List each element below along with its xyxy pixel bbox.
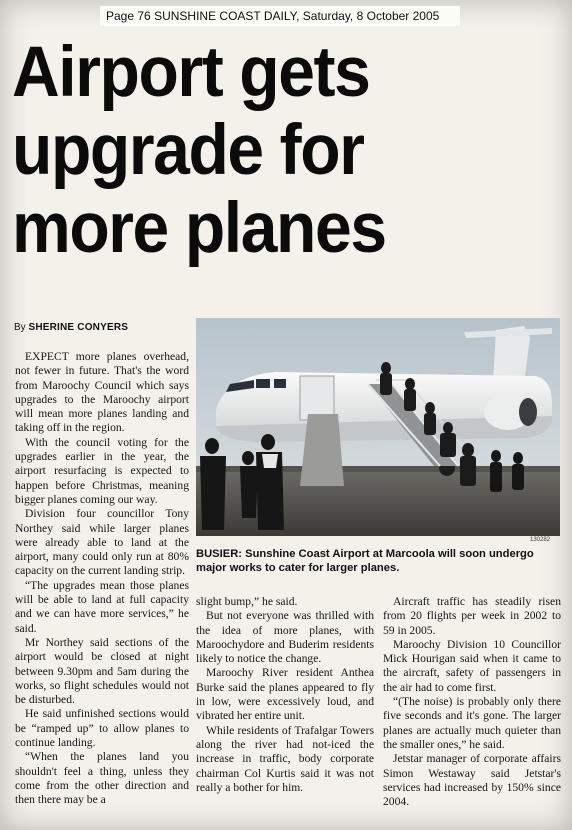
issue-date: Saturday, 8 October 2005 xyxy=(302,9,440,23)
paragraph: Aircraft traffic has steadily risen from 20 flights per week in 2002 to 59 in 2005. xyxy=(383,595,561,637)
newspaper-name: SUNSHINE COAST DAILY, xyxy=(154,9,300,23)
paragraph: “(The noise) is probably only there five seconds and it's gone. The larger planes are actually much quieter than the smaller ones,” he said. xyxy=(383,695,561,751)
paragraph: Mr Northey said sections of the airport would be closed at night between 9.30pm and 5am during the works, so flight schedules would not be disturbed. xyxy=(15,635,189,707)
paragraph: slight bump,” he said. xyxy=(196,595,298,608)
byline xyxy=(14,322,128,333)
paragraph: With the council voting for the upgrades earlier in the year, the airport resurfacing is expected to happen before Christmas, meaning bigger planes coming our way. xyxy=(15,435,189,506)
paragraph: EXPECT more planes overhead, not fewer in future. That's the word from Maroochy Council which says upgrades to the Maroochy airport will mean more planes landing and taking off in the region. xyxy=(15,350,189,435)
paragraph: Division four councillor Tony Northey said while larger planes were already able to land at the airport, many could only run at 80% capacity on the current landing strip. xyxy=(15,507,189,578)
headline-line: Airport gets xyxy=(12,33,370,112)
photo-credit: 130282 xyxy=(530,537,551,543)
article-column-3 xyxy=(383,595,561,809)
article-column-1 xyxy=(15,350,189,808)
airport-photo-image xyxy=(196,318,560,536)
paragraph: But not everyone was thrilled with the idea of more planes, with Maroochydore and Buderim residents likely to notice the change. xyxy=(196,609,374,666)
headline-line: more planes xyxy=(12,189,386,268)
headline-line: upgrade for xyxy=(12,111,364,190)
byline-prefix: By xyxy=(14,322,26,333)
page-number: Page 76 xyxy=(106,9,151,23)
paragraph: Jetstar manager of corporate affairs Simon Westaway said Jetstar's services had increased by 150% since 2004. xyxy=(383,752,561,809)
article-column-2 xyxy=(196,595,374,795)
page-folio xyxy=(100,6,460,26)
paragraph: Maroochy Division 10 Councillor Mick Hourigan said when it came to the aircraft, safety of passengers in the air had to come first. xyxy=(383,637,561,694)
paragraph: He said unfinished sections would be “ramped up” to allow planes to continue landing. xyxy=(15,707,189,750)
paragraph: “When the planes land you shouldn't feel a thing, unless they come from the other direction and then there may be a xyxy=(15,750,189,807)
photo-caption: BUSIER: Sunshine Coast Airport at Marcoola will soon undergo major works to cater for larger planes. xyxy=(196,548,534,574)
headline xyxy=(12,34,524,268)
paragraph: While residents of Trafalgar Towers along the river had not-iced the increase in traffic, body corporate chairman Col Kurtis said it was not really a bother for him. xyxy=(196,723,374,794)
airport-photo xyxy=(196,318,560,536)
paragraph: “The upgrades mean those planes will be able to land at full capacity and we can have more services,” he said. xyxy=(15,578,189,635)
byline-author: SHERINE CONYERS xyxy=(28,322,129,333)
paragraph: Maroochy River resident Anthea Burke said the planes appeared to fly in low, were excessively loud, and vibrated her entire unit. xyxy=(196,666,374,723)
